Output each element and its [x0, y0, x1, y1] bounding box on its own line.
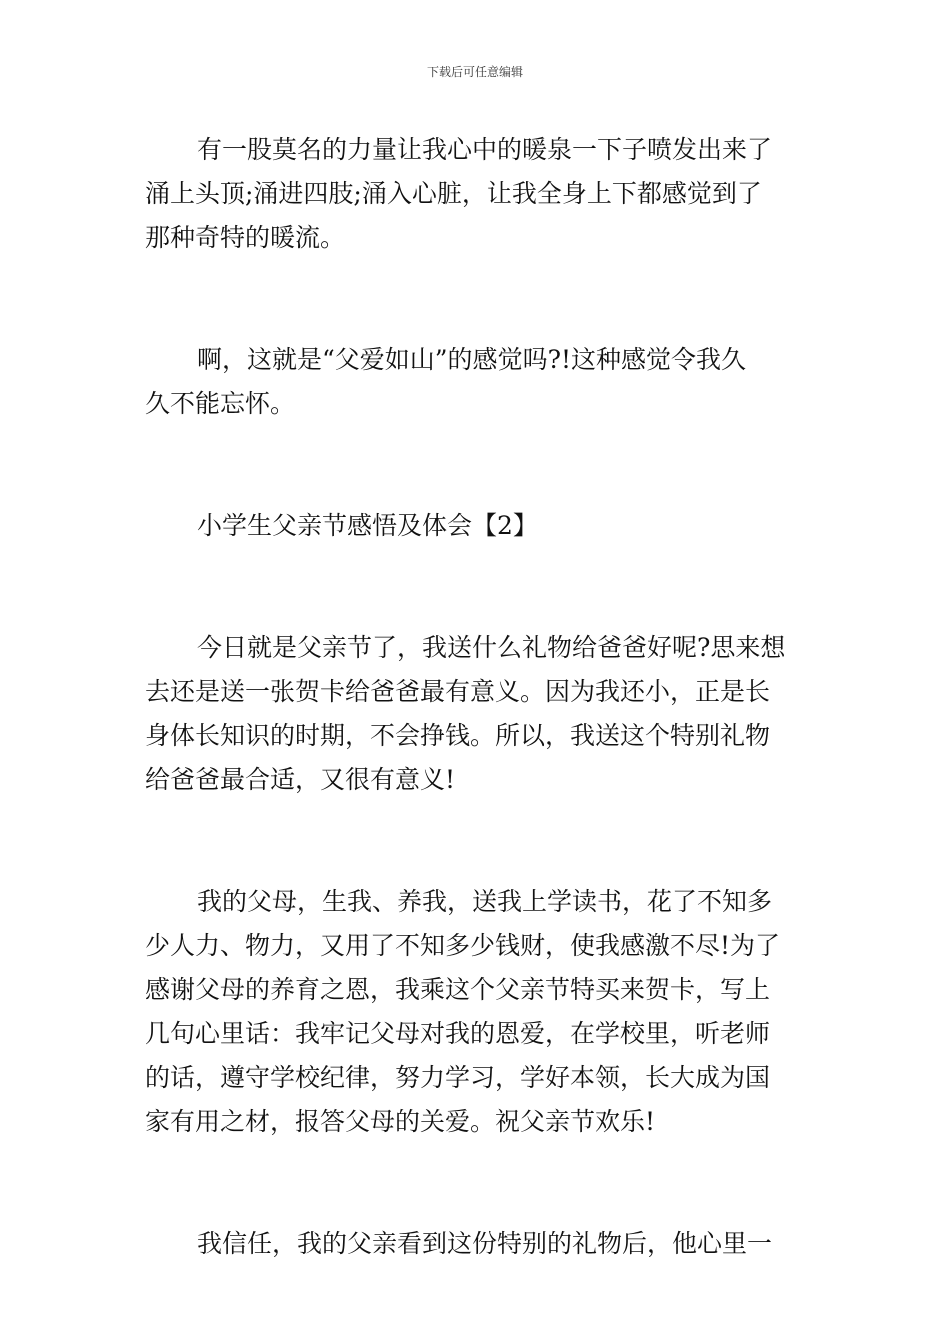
paragraph-spacer — [145, 548, 810, 626]
text-line: 涌上头顶;涌进四肢;涌入心脏，让我全身上下都感觉到了 — [145, 179, 762, 208]
text-line: 我的父母，生我、养我，送我上学读书，花了不知多 — [197, 887, 773, 916]
paragraph-spacer — [145, 260, 810, 338]
paragraph — [145, 338, 810, 426]
text-line: 给爸爸最合适，又很有意义! — [145, 765, 456, 794]
text-line: 身体长知识的时期，不会挣钱。所以，我送这个特别礼物 — [145, 721, 771, 750]
text-line: 我信任，我的父亲看到这份特别的礼物后，他心里一 — [197, 1229, 773, 1258]
text-line: 久不能忘怀。 — [145, 389, 296, 418]
text-line: 家有用之材，报答父母的关爱。祝父亲节欢乐! — [145, 1107, 656, 1136]
paragraph-spacer — [145, 1144, 810, 1222]
paragraph — [145, 1222, 810, 1266]
page-header-note: 下载后可任意编辑 — [426, 65, 523, 79]
text-line: 感谢父母的养育之恩，我乘这个父亲节特买来贺卡，写上 — [145, 975, 771, 1004]
section-heading — [145, 504, 810, 548]
text-line: 去还是送一张贺卡给爸爸最有意义。因为我还小，正是长 — [145, 677, 771, 706]
text-line: 几句心里话：我牢记父母对我的恩爱，在学校里，听老师 — [145, 1019, 771, 1048]
paragraph — [145, 880, 810, 1144]
paragraph-spacer — [145, 426, 810, 504]
text-line: 少人力、物力，又用了不知多少钱财，使我感激不尽!为了 — [145, 931, 781, 960]
document-body — [145, 128, 810, 1266]
text-line: 那种奇特的暖流。 — [145, 223, 346, 252]
text-line: 啊，这就是“父爱如山”的感觉吗?!这种感觉令我久 — [197, 345, 747, 374]
text-line: 的话，遵守学校纪律，努力学习，学好本领，长大成为国 — [145, 1063, 771, 1092]
section-heading-text: 小学生父亲节感悟及体会【2】 — [197, 511, 538, 540]
text-line: 有一股莫名的力量让我心中的暖泉一下子喷发出来了 — [197, 135, 773, 164]
paragraph — [145, 128, 810, 260]
text-line: 今日就是父亲节了，我送什么礼物给爸爸好呢?思来想 — [197, 633, 786, 662]
paragraph-spacer — [145, 802, 810, 880]
paragraph — [145, 626, 810, 802]
